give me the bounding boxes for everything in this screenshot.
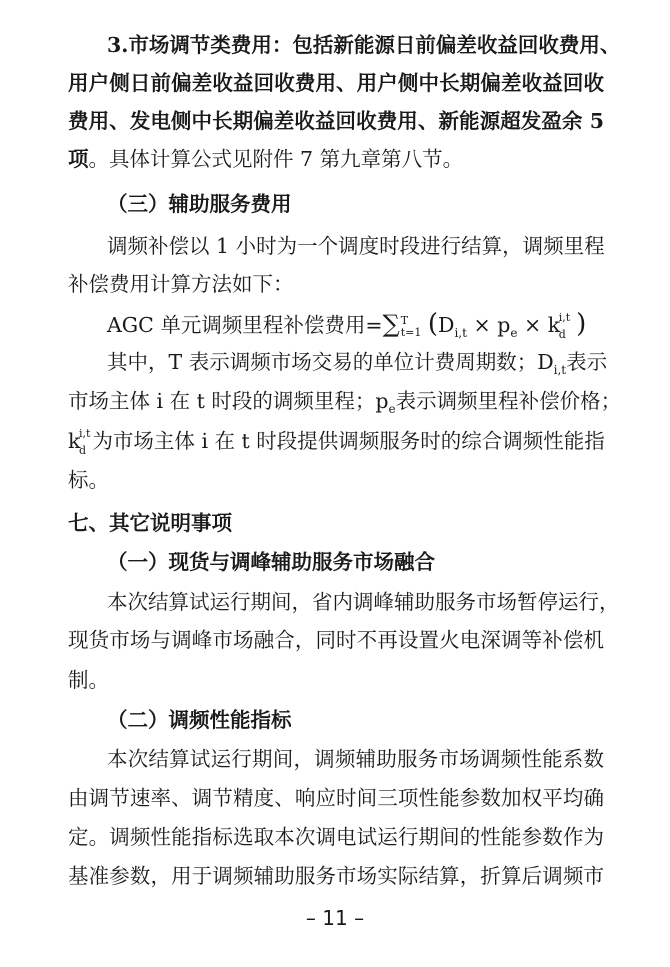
section7-sub2-line-2-text: 由调节速率、调节精度、响应时间三项性能参数加权平均确 [68,786,604,810]
section7-sub1-line-3 [68,666,604,694]
formula-k-superscript: i,t [558,311,571,324]
formula-open-paren: ( [427,309,439,339]
formula-k [547,311,571,341]
formula-D: D [438,313,455,337]
formula-close-paren: ) [576,309,587,339]
section3-line-2 [68,69,604,97]
auxiliary-p2-line-2-p-subscript: e [388,402,396,417]
agc-compensation-formula [107,309,604,341]
formula-times-2: × [523,313,542,337]
page-number: – 11 – [305,906,365,930]
section7-sub2-line-2 [68,784,604,812]
section7-sub1-heading [107,548,604,576]
auxiliary-p2-line-3-k-letter: k [68,429,81,453]
auxiliary-p2-line-4 [68,466,604,494]
auxiliary-p2-line-3 [68,427,604,455]
sum-symbol: ∑ [382,310,400,338]
section7-sub2-line-1 [107,745,604,773]
section7-heading-text: 七、其它说明事项 [68,511,232,535]
auxiliary-p1-line-2-text: 补偿费用计算方法如下： [68,272,294,296]
section3-line-4-rest: 。具体计算公式见附件 7 第九章第八节。 [88,147,464,171]
section3-line-3 [68,107,604,135]
formula-p: p [497,313,511,337]
section7-sub2-line-4-text: 基准参数，用于调频辅助服务市场实际结算，折算后调频市 [68,864,604,888]
section7-sub2-heading [107,706,604,734]
auxiliary-p2-line-1-a: 其中，T 表示调频市场交易的单位计费周期数； [107,350,538,374]
section3-line-3-text: 费用、发电侧中长期偏差收益回收费用、新能源超发盈余 5 [68,109,604,133]
auxiliary-p1-line-1-text: 调频补偿以 1 小时为一个调度时段进行结算，调频里程 [107,234,605,258]
auxiliary-p2-line-3-k-subscript: d [79,444,87,457]
section3-line-2-text: 用户侧日前偏差收益回收费用、用户侧中长期偏差收益回收 [68,71,604,95]
section3-line-1 [107,31,621,59]
section7-sub1-line-2 [68,626,604,654]
section7-sub1-line-1-text: 本次结算试运行期间，省内调峰辅助服务市场暂停运行， [107,590,620,614]
formula-times-1: × [473,313,491,337]
auxiliary-p2-line-2-b: 表示调频里程补偿价格； [395,389,622,413]
formula-lhs: AGC 单元调频里程补偿费用= [107,313,383,337]
section7-heading [68,509,604,537]
section7-sub1-line-2-text: 现货市场与调峰市场融合，同时不再设置火电深调等补偿机 [68,628,604,652]
formula-p-subscript: e [510,326,518,341]
auxiliary-p2-line-2-p: p [375,389,389,413]
sum-lower-limit: t=1 [400,325,422,339]
auxiliary-p2-line-2-a: 市场主体 i 在 t 时段的调频里程； [68,389,376,413]
section7-sub2-line-1-text: 本次结算试运行期间，调频辅助服务市场调频性能系数 [107,747,604,771]
sum-limits [401,315,422,339]
section3-line-4 [68,145,604,173]
formula-k-letter: k [547,313,561,337]
subsection-auxiliary-heading-text: （三）辅助服务费用 [107,192,292,216]
section7-sub1-line-1 [107,588,620,616]
section7-sub2-line-4 [68,862,604,890]
section7-sub1-line-3-text: 制。 [68,668,109,692]
auxiliary-p1-line-1 [107,232,604,260]
auxiliary-p2-line-3-k-superscript: i,t [79,427,91,440]
section3-line-4-bold: 项 [68,147,89,171]
section7-sub1-heading-text: （一）现货与调峰辅助服务市场融合 [107,550,435,574]
sum-upper-limit: T [400,313,409,327]
auxiliary-p2-line-1 [107,348,608,378]
section7-sub2-line-3 [68,823,604,851]
section7-sub2-heading-text: （二）调频性能指标 [107,708,292,732]
auxiliary-p2-line-1-D-subscript: i,t [553,363,567,378]
auxiliary-p2-line-1-b: 表示 [566,350,608,374]
section7-sub2-line-3-text: 定。调频性能指标选取本次调电试运行期间的性能参数作为 [68,825,604,849]
subsection-auxiliary-heading [107,190,604,218]
formula-k-subscript: d [558,328,566,341]
auxiliary-p2-line-2 [68,387,622,417]
auxiliary-p2-line-1-D: D [537,350,554,374]
auxiliary-p2-line-4-text: 标。 [68,468,109,492]
section3-line-1-text: 3.市场调节类费用：包括新能源日前偏差收益回收费用、 [107,33,621,57]
auxiliary-p2-line-3-b: 为市场主体 i 在 t 时段提供调频服务时的综合调频性能指 [92,429,605,453]
formula-D-subscript: i,t [454,326,467,341]
auxiliary-p1-line-2 [68,270,604,298]
auxiliary-p2-line-3-k [68,427,91,457]
